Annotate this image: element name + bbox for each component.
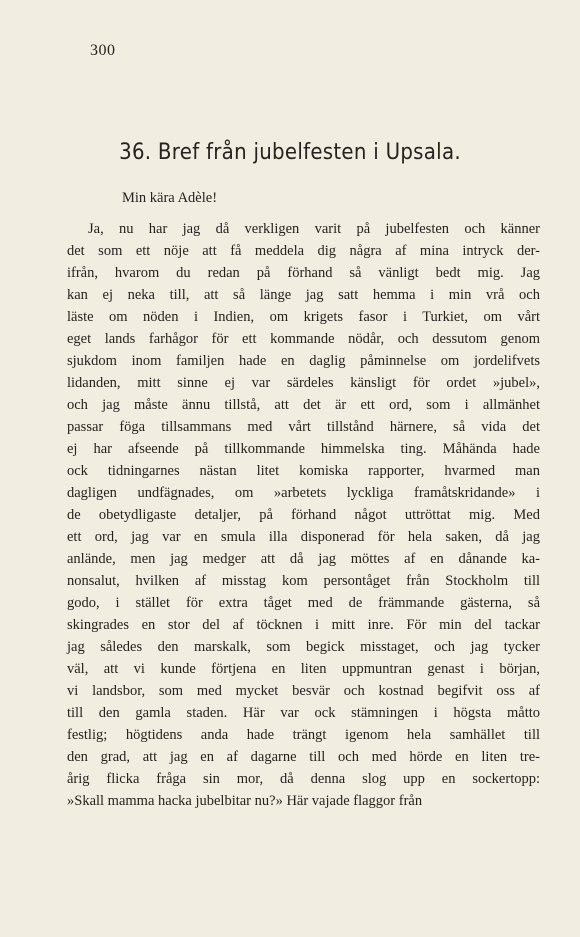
text-line: det som ett nöje att få meddela dig några af mina intryck der- xyxy=(67,243,540,259)
text-line: Ja, nu har jag då verkligen varit på jubelfesten och känner xyxy=(88,221,540,237)
text-line: jag således den marskalk, som begick misstaget, och jag tycker xyxy=(67,639,540,655)
letter-body xyxy=(67,218,540,812)
text-line: »Skall mamma hacka jubelbitar nu?» Här vajade flaggor från xyxy=(67,793,423,809)
chapter-title: 36. Bref från jubelfesten i Upsala. xyxy=(119,140,461,165)
text-line: festlig; högtidens anda hade trängt igenom hela samhället till xyxy=(67,727,540,743)
text-line: nonsalut, hvilken af misstag kom persontåget från Stockholm till xyxy=(67,573,540,589)
text-line: lidanden, mitt sinne ej var särdeles känsligt för ordet »jubel», xyxy=(67,375,540,391)
text-line: ifrån, hvarom du redan på förhand så vänligt bedt mig. Jag xyxy=(67,265,540,281)
text-line: väl, att vi kunde förtjena en liten uppmuntran genast i början, xyxy=(67,661,540,677)
text-line: och jag måste ännu tillstå, att det är ett ord, som i allmänhet xyxy=(67,397,540,413)
text-line: den grad, att jag en af dagarne till och med hörde en liten tre- xyxy=(67,749,540,765)
text-line: läste om nöden i Indien, om krigets fasor i Turkiet, om vårt xyxy=(67,309,540,325)
letter-salutation: Min kära Adèle! xyxy=(122,190,218,206)
text-line: årig flicka fråga sin mor, då denna slog upp en sockertopp: xyxy=(67,771,540,787)
text-line: kan ej neka till, att så länge jag satt hemma i min vrå och xyxy=(67,287,540,303)
text-line: vi landsbor, som med mycket besvär och kostnad begifvit oss af xyxy=(67,683,540,699)
text-line: sjukdom inom familjen hade en daglig påminnelse om jordelifvets xyxy=(67,353,540,369)
text-line: anlände, men jag medger att då jag möttes af en dånande ka- xyxy=(67,551,540,567)
text-line: till den gamla staden. Här var ock stämningen i högsta måtto xyxy=(67,705,540,721)
text-line: de obetydligaste detaljer, på förhand något uttröttat mig. Med xyxy=(67,507,540,523)
text-line: ett ord, jag var en smula illa disponerad för hela saken, då jag xyxy=(67,529,540,545)
text-line: ock tidningarnes nästan litet komiska rapporter, hvarmed man xyxy=(67,463,540,479)
text-line: ej har afseende på tillkommande himmelska ting. Måhända hade xyxy=(67,441,540,457)
text-line: eget lands farhågor för ett kommande nödår, och dessutom genom xyxy=(67,331,540,347)
text-line: passar föga tillsammans med vårt tillstånd härnere, så vida det xyxy=(67,419,540,435)
text-line: dagligen undfägnades, om »arbetets lyckliga framåtskridande» i xyxy=(67,485,540,501)
page-number: 300 xyxy=(90,42,116,59)
text-line: godo, i stället för extra tåget med de främmande gästerna, så xyxy=(67,595,540,611)
text-line: skingrades en stor del af töcknen i mitt inre. För min del tackar xyxy=(67,617,540,633)
